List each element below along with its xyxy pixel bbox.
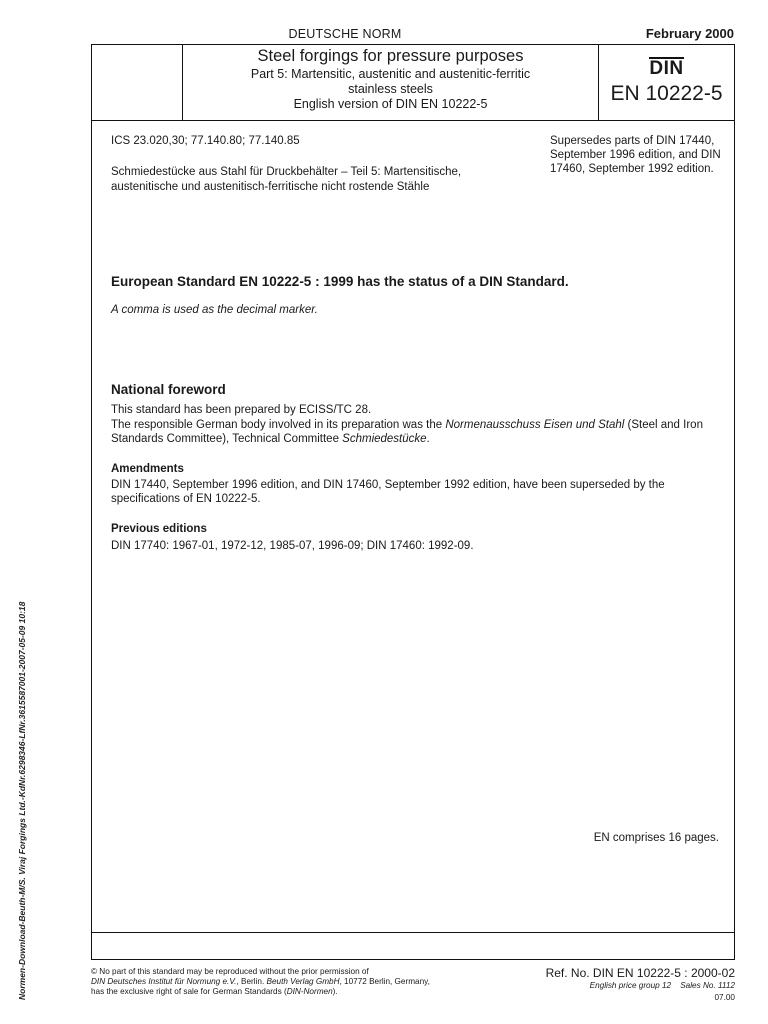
subtitle-line-1: Part 5: Martensitic, austenitic and austenitic-ferritic: [250, 67, 531, 81]
copyright-line-2: [91, 977, 491, 987]
decimal-marker-note: A comma is used as the decimal marker.: [111, 304, 318, 316]
foreword-text-b: (Steel and Iron Standards Committee), Technical Committee: [111, 419, 703, 445]
institute-name: DIN Deutsches Institut für Normung e.V.: [91, 977, 237, 986]
copyright-line-3-italic: DIN-Normen: [286, 987, 333, 996]
download-watermark: Normen-Download-Beuth-M/S. Viraj Forgings Ltd.-KdNr.6298346-LfNr.3615587001-2007-05-09 10:18: [17, 601, 27, 1000]
amendments-text: DIN 17440, September 1996 edition, and DIN 17460, September 1992 edition, have been superseded by the specifications of EN 10222-5.: [111, 479, 665, 505]
sales-number: Sales No. 1112: [680, 981, 735, 990]
copyright-line-3-b: ).: [332, 987, 338, 996]
amendments-heading: Amendments: [111, 463, 184, 475]
publication-date: February 2000: [645, 26, 734, 41]
status-statement: European Standard EN 10222-5 : 1999 has the status of a DIN Standard.: [111, 274, 569, 289]
document-frame: [91, 44, 735, 960]
page-count-note: EN comprises 16 pages.: [593, 832, 719, 844]
header-title-cell: [183, 45, 599, 121]
header-row: [92, 45, 734, 121]
copyright-line-3: [91, 987, 491, 997]
previous-editions-text: DIN 17740: 1967-01, 1972-12, 1985-07, 1996-09; DIN 17460: 1992-09.: [111, 540, 474, 552]
foreword-text-a: The responsible German body involved in its preparation was the: [111, 419, 446, 431]
copyright-notice: [91, 967, 491, 997]
reference-number: Ref. No. DIN EN 10222-5 : 2000-02: [545, 966, 735, 980]
foreword-technical-committee: Schmiedestücke: [342, 432, 427, 445]
price-info: [590, 981, 735, 990]
document-title: Steel forgings for pressure purposes: [257, 47, 524, 65]
foreword-text-c: .: [426, 432, 430, 445]
foreword-heading: National foreword: [111, 382, 226, 397]
header-blank-cell: [92, 45, 183, 121]
supersedes-note: Supersedes parts of DIN 17440, September 1996 edition, and DIN 17460, September 1992 edition.: [550, 135, 721, 175]
subtitle-line-3: English version of DIN EN 10222-5: [293, 97, 488, 111]
din-logo: DIN: [649, 58, 684, 79]
foreword-committee-name: Normenausschuss Eisen und Stahl: [445, 419, 625, 431]
previous-editions-heading: Previous editions: [111, 523, 207, 535]
copyright-berlin: , Berlin.: [236, 977, 267, 986]
frame-divider: [92, 932, 734, 933]
publisher-name: Beuth Verlag GmbH: [266, 977, 340, 986]
date-code: 07.00: [714, 993, 735, 1002]
publisher-address: , 10772 Berlin, Germany,: [339, 977, 430, 986]
german-title: Schmiedestücke aus Stahl für Druckbehälter – Teil 5: Martensitische, austenitische und austenitisch-ferritische nicht rostende Stähle: [111, 166, 462, 193]
copyright-line-3-a: has the exclusive right of sale for German Standards (: [91, 987, 287, 996]
ics-codes: ICS 23.020,30; 77.140.80; 77.140.85: [111, 135, 300, 147]
subtitle-line-2: stainless steels: [348, 82, 433, 96]
price-group: English price group 12: [589, 981, 672, 990]
header-number-cell: [599, 45, 734, 121]
standard-number: EN 10222-5: [610, 82, 723, 105]
foreword-paragraph-2: [111, 419, 723, 446]
copyright-line-1: © No part of this standard may be reproduced without the prior permission of: [91, 967, 369, 976]
norm-label: DEUTSCHE NORM: [288, 27, 402, 41]
foreword-paragraph-1: This standard has been prepared by ECISS/TC 28.: [111, 404, 372, 416]
